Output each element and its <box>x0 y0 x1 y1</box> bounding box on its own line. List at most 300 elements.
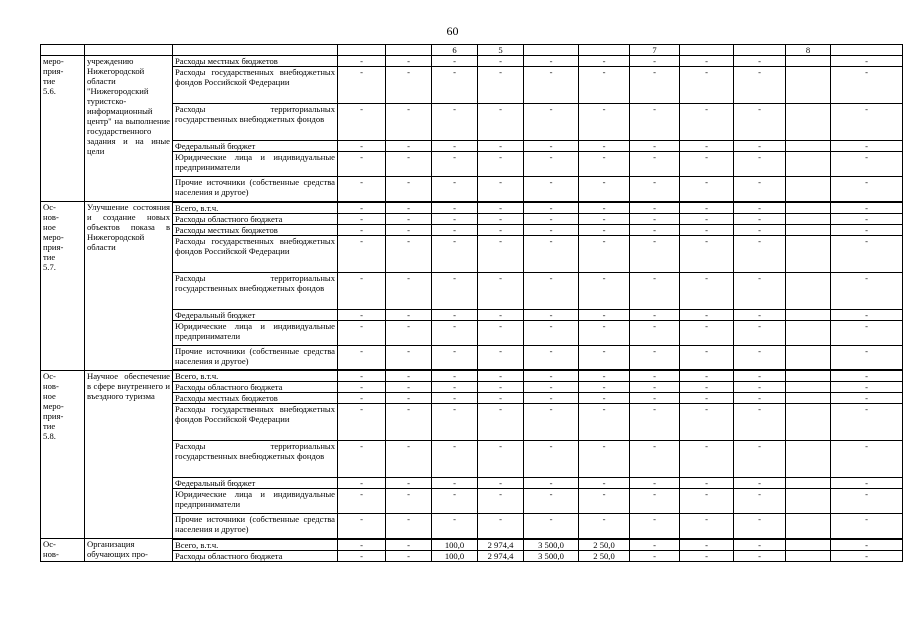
header-cell <box>338 45 386 56</box>
measure-number-cell: Ос- нов- ное меро- прия- тие 5.8. <box>41 370 85 539</box>
value-cell: - <box>579 202 630 214</box>
value-cell: - <box>630 404 680 441</box>
funding-source-cell: Расходы государственных внебюджетных фондов Российской Федерации <box>173 404 338 441</box>
value-cell: - <box>831 141 903 152</box>
value-cell: - <box>630 382 680 393</box>
value-cell: - <box>680 320 734 345</box>
value-cell: - <box>579 56 630 67</box>
value-cell: - <box>630 67 680 104</box>
value-cell: - <box>734 224 786 235</box>
header-row <box>41 45 903 56</box>
funding-source-cell: Федеральный бюджет <box>173 309 338 320</box>
header-cell <box>680 45 734 56</box>
value-cell: - <box>831 550 903 561</box>
value-cell: - <box>579 309 630 320</box>
header-cell <box>831 45 903 56</box>
header-cell <box>85 45 173 56</box>
value-cell: - <box>432 309 478 320</box>
value-cell: - <box>524 382 579 393</box>
value-cell: - <box>831 104 903 141</box>
value-cell: - <box>831 320 903 345</box>
value-cell: - <box>680 235 734 272</box>
value-cell: - <box>630 152 680 177</box>
value-cell: - <box>338 177 386 202</box>
value-cell: - <box>338 404 386 441</box>
value-cell: - <box>630 104 680 141</box>
value-cell: - <box>432 104 478 141</box>
funding-source-cell: Расходы государственных внебюджетных фондов Российской Федерации <box>173 235 338 272</box>
value-cell: - <box>831 514 903 539</box>
value-cell-empty <box>786 393 831 404</box>
value-cell: - <box>478 489 524 514</box>
value-cell: - <box>386 370 432 382</box>
value-cell: - <box>680 382 734 393</box>
value-cell: - <box>734 382 786 393</box>
value-cell: - <box>478 141 524 152</box>
value-cell: - <box>524 478 579 489</box>
funding-source-cell: Расходы территориальных государственных внебюджетных фондов <box>173 272 338 309</box>
value-cell: - <box>478 272 524 309</box>
value-cell: - <box>524 345 579 370</box>
value-cell: - <box>630 370 680 382</box>
value-cell: - <box>386 345 432 370</box>
value-cell: - <box>524 177 579 202</box>
value-cell-empty <box>786 441 831 478</box>
value-cell: - <box>338 141 386 152</box>
value-cell-empty <box>786 345 831 370</box>
value-cell: - <box>386 309 432 320</box>
value-cell: - <box>524 104 579 141</box>
value-cell: - <box>630 177 680 202</box>
value-cell-empty <box>786 272 831 309</box>
value-cell: - <box>579 235 630 272</box>
value-cell: - <box>338 224 386 235</box>
value-cell: - <box>386 224 432 235</box>
measure-number-cell: меро- прия- тие 5.6. <box>41 56 85 202</box>
funding-source-cell: Юридические лица и индивидуальные предприниматели <box>173 152 338 177</box>
measure-number-cell: Ос- нов- ное меро- прия- тие 5.7. <box>41 202 85 371</box>
value-cell: - <box>524 441 579 478</box>
value-cell: - <box>386 235 432 272</box>
table-row <box>41 56 903 67</box>
value-cell: - <box>432 67 478 104</box>
value-cell: - <box>734 309 786 320</box>
value-cell: - <box>338 489 386 514</box>
value-cell: - <box>680 56 734 67</box>
value-cell: - <box>386 550 432 561</box>
header-cell: 5 <box>478 45 524 56</box>
funding-source-cell: Расходы местных бюджетов <box>173 224 338 235</box>
funding-source-cell: Федеральный бюджет <box>173 141 338 152</box>
value-cell-empty <box>786 224 831 235</box>
value-cell: - <box>432 141 478 152</box>
funding-source-cell: Расходы областного бюджета <box>173 213 338 224</box>
measure-name-cell: Научное обеспечение в сфере внутреннего и въездного туризма <box>85 370 173 539</box>
value-cell: - <box>680 202 734 214</box>
value-cell: - <box>478 104 524 141</box>
value-cell: - <box>680 345 734 370</box>
value-cell: 2 50,0 <box>579 539 630 551</box>
funding-source-cell: Прочие источники (собственные средства населения и другое) <box>173 345 338 370</box>
value-cell: - <box>524 235 579 272</box>
value-cell: - <box>338 56 386 67</box>
value-cell: - <box>680 272 734 309</box>
value-cell: - <box>338 67 386 104</box>
value-cell: - <box>680 224 734 235</box>
value-cell: - <box>338 478 386 489</box>
value-cell: - <box>579 404 630 441</box>
value-cell: - <box>432 478 478 489</box>
value-cell: - <box>386 382 432 393</box>
value-cell: - <box>478 370 524 382</box>
value-cell: - <box>524 514 579 539</box>
value-cell: - <box>386 104 432 141</box>
funding-source-cell: Всего, в.т.ч. <box>173 202 338 214</box>
value-cell-empty <box>786 213 831 224</box>
value-cell: - <box>524 393 579 404</box>
value-cell: - <box>478 309 524 320</box>
value-cell: - <box>734 235 786 272</box>
value-cell: - <box>524 320 579 345</box>
value-cell-empty <box>786 67 831 104</box>
value-cell: - <box>630 550 680 561</box>
funding-source-cell: Расходы областного бюджета <box>173 550 338 561</box>
value-cell: - <box>734 550 786 561</box>
value-cell: - <box>432 235 478 272</box>
value-cell-empty <box>786 489 831 514</box>
value-cell: - <box>524 309 579 320</box>
value-cell: - <box>478 478 524 489</box>
value-cell: - <box>831 235 903 272</box>
value-cell: - <box>432 202 478 214</box>
measure-name-cell: Организация обучающих про- <box>85 539 173 562</box>
value-cell: - <box>680 550 734 561</box>
value-cell: - <box>478 320 524 345</box>
value-cell: - <box>338 550 386 561</box>
value-cell: - <box>478 393 524 404</box>
table-row <box>41 202 903 214</box>
value-cell: - <box>734 272 786 309</box>
value-cell: - <box>579 177 630 202</box>
header-cell <box>734 45 786 56</box>
value-cell-empty <box>786 320 831 345</box>
value-cell: - <box>630 141 680 152</box>
value-cell: - <box>630 489 680 514</box>
value-cell: - <box>579 67 630 104</box>
value-cell-empty <box>786 141 831 152</box>
measure-number-cell: Ос- нов- <box>41 539 85 562</box>
value-cell: - <box>734 539 786 551</box>
value-cell: - <box>630 202 680 214</box>
value-cell: 3 500,0 <box>524 539 579 551</box>
value-cell: - <box>338 202 386 214</box>
value-cell: - <box>478 514 524 539</box>
value-cell: - <box>432 177 478 202</box>
value-cell: - <box>831 272 903 309</box>
value-cell: - <box>579 514 630 539</box>
value-cell: - <box>386 56 432 67</box>
value-cell: - <box>831 441 903 478</box>
value-cell: - <box>524 152 579 177</box>
value-cell: - <box>338 320 386 345</box>
value-cell: - <box>734 489 786 514</box>
value-cell: - <box>680 393 734 404</box>
value-cell: - <box>579 152 630 177</box>
table-row <box>41 370 903 382</box>
value-cell: - <box>579 370 630 382</box>
funding-source-cell: Всего, в.т.ч. <box>173 370 338 382</box>
value-cell: - <box>579 224 630 235</box>
value-cell: - <box>579 489 630 514</box>
value-cell: - <box>680 152 734 177</box>
funding-source-cell: Расходы областного бюджета <box>173 382 338 393</box>
value-cell: - <box>831 539 903 551</box>
budget-table <box>40 44 903 562</box>
value-cell: - <box>680 441 734 478</box>
value-cell: - <box>432 213 478 224</box>
value-cell: - <box>432 393 478 404</box>
value-cell: - <box>579 393 630 404</box>
value-cell: - <box>524 370 579 382</box>
measure-name-cell: учреждению Нижегородской области "Нижегородский туристско-информационный центр" на выполнение государственного задания и на иные цели <box>85 56 173 202</box>
value-cell: - <box>524 56 579 67</box>
value-cell: - <box>831 404 903 441</box>
value-cell: 100,0 <box>432 539 478 551</box>
value-cell: - <box>386 152 432 177</box>
value-cell: - <box>680 370 734 382</box>
value-cell: - <box>338 235 386 272</box>
value-cell: - <box>630 345 680 370</box>
value-cell: - <box>386 177 432 202</box>
value-cell: - <box>338 213 386 224</box>
value-cell: - <box>338 370 386 382</box>
value-cell: - <box>831 56 903 67</box>
funding-source-cell: Прочие источники (собственные средства населения и другое) <box>173 514 338 539</box>
value-cell: - <box>734 152 786 177</box>
value-cell: - <box>524 224 579 235</box>
value-cell: - <box>432 56 478 67</box>
value-cell: - <box>680 309 734 320</box>
value-cell: 3 500,0 <box>524 550 579 561</box>
value-cell: - <box>680 478 734 489</box>
value-cell: - <box>386 213 432 224</box>
value-cell: - <box>831 345 903 370</box>
value-cell: - <box>432 224 478 235</box>
value-cell: - <box>579 478 630 489</box>
value-cell: - <box>338 382 386 393</box>
value-cell: - <box>386 404 432 441</box>
value-cell: - <box>432 152 478 177</box>
value-cell: - <box>831 152 903 177</box>
value-cell: - <box>630 441 680 478</box>
value-cell: - <box>432 345 478 370</box>
value-cell-empty <box>786 550 831 561</box>
value-cell: - <box>579 382 630 393</box>
value-cell: - <box>432 272 478 309</box>
value-cell: - <box>630 235 680 272</box>
value-cell: - <box>338 309 386 320</box>
value-cell-empty <box>786 478 831 489</box>
value-cell: - <box>478 235 524 272</box>
value-cell: - <box>734 441 786 478</box>
header-cell <box>386 45 432 56</box>
value-cell: - <box>338 539 386 551</box>
value-cell: - <box>386 514 432 539</box>
value-cell: 100,0 <box>432 550 478 561</box>
value-cell-empty <box>786 177 831 202</box>
value-cell: - <box>386 393 432 404</box>
value-cell: - <box>432 441 478 478</box>
value-cell: 2 974,4 <box>478 539 524 551</box>
value-cell: - <box>831 309 903 320</box>
value-cell: - <box>432 320 478 345</box>
value-cell: - <box>432 382 478 393</box>
value-cell: - <box>338 393 386 404</box>
value-cell-empty <box>786 235 831 272</box>
value-cell: - <box>630 309 680 320</box>
value-cell: - <box>831 213 903 224</box>
value-cell: - <box>386 67 432 104</box>
value-cell: - <box>478 67 524 104</box>
value-cell: - <box>680 539 734 551</box>
value-cell: - <box>831 393 903 404</box>
header-cell: 8 <box>786 45 831 56</box>
value-cell: - <box>386 441 432 478</box>
funding-source-cell: Всего, в.т.ч. <box>173 539 338 551</box>
value-cell: - <box>338 152 386 177</box>
value-cell: - <box>734 67 786 104</box>
funding-source-cell: Расходы местных бюджетов <box>173 393 338 404</box>
header-cell: 6 <box>432 45 478 56</box>
funding-source-cell: Расходы государственных внебюджетных фондов Российской Федерации <box>173 67 338 104</box>
funding-source-cell: Юридические лица и индивидуальные предприниматели <box>173 489 338 514</box>
value-cell: - <box>734 404 786 441</box>
value-cell: - <box>432 489 478 514</box>
value-cell: - <box>478 224 524 235</box>
value-cell-empty <box>786 539 831 551</box>
value-cell: - <box>478 382 524 393</box>
funding-source-cell: Расходы территориальных государственных внебюджетных фондов <box>173 104 338 141</box>
value-cell: - <box>734 177 786 202</box>
value-cell-empty <box>786 152 831 177</box>
value-cell-empty <box>786 370 831 382</box>
value-cell: - <box>478 345 524 370</box>
value-cell: - <box>478 152 524 177</box>
value-cell: - <box>432 370 478 382</box>
value-cell: - <box>630 320 680 345</box>
value-cell: - <box>478 441 524 478</box>
value-cell: - <box>680 141 734 152</box>
value-cell: - <box>680 514 734 539</box>
value-cell: - <box>579 272 630 309</box>
value-cell: - <box>579 213 630 224</box>
value-cell: - <box>524 213 579 224</box>
value-cell: - <box>524 202 579 214</box>
funding-source-cell: Юридические лица и индивидуальные предприниматели <box>173 320 338 345</box>
value-cell: - <box>831 478 903 489</box>
value-cell: 2 974,4 <box>478 550 524 561</box>
value-cell: - <box>579 320 630 345</box>
header-cell <box>173 45 338 56</box>
funding-source-cell: Расходы территориальных государственных внебюджетных фондов <box>173 441 338 478</box>
value-cell: - <box>386 489 432 514</box>
value-cell: - <box>386 141 432 152</box>
value-cell: - <box>630 393 680 404</box>
value-cell: - <box>630 224 680 235</box>
value-cell: - <box>478 404 524 441</box>
value-cell: - <box>630 514 680 539</box>
value-cell: - <box>386 478 432 489</box>
value-cell: - <box>478 56 524 67</box>
value-cell: - <box>734 213 786 224</box>
value-cell: - <box>579 141 630 152</box>
value-cell: - <box>680 67 734 104</box>
value-cell: - <box>630 539 680 551</box>
value-cell: - <box>734 104 786 141</box>
value-cell: - <box>734 478 786 489</box>
header-cell <box>41 45 85 56</box>
value-cell: - <box>680 404 734 441</box>
value-cell-empty <box>786 514 831 539</box>
value-cell-empty <box>786 104 831 141</box>
value-cell: 2 50,0 <box>579 550 630 561</box>
value-cell: - <box>524 141 579 152</box>
value-cell: - <box>478 213 524 224</box>
value-cell: - <box>524 489 579 514</box>
value-cell: - <box>386 272 432 309</box>
header-cell <box>579 45 630 56</box>
value-cell: - <box>831 489 903 514</box>
value-cell: - <box>432 404 478 441</box>
value-cell: - <box>734 393 786 404</box>
funding-source-cell: Расходы местных бюджетов <box>173 56 338 67</box>
value-cell: - <box>338 272 386 309</box>
value-cell: - <box>680 489 734 514</box>
value-cell: - <box>831 202 903 214</box>
value-cell: - <box>630 56 680 67</box>
value-cell: - <box>579 345 630 370</box>
value-cell: - <box>734 345 786 370</box>
value-cell: - <box>734 202 786 214</box>
value-cell: - <box>680 213 734 224</box>
value-cell: - <box>831 382 903 393</box>
header-cell <box>524 45 579 56</box>
measure-name-cell: Улучшение состояния и создание новых объектов показа в Нижегородской области <box>85 202 173 371</box>
value-cell: - <box>386 320 432 345</box>
value-cell: - <box>432 514 478 539</box>
value-cell: - <box>386 202 432 214</box>
table-row <box>41 539 903 551</box>
value-cell: - <box>579 441 630 478</box>
value-cell-empty <box>786 404 831 441</box>
value-cell: - <box>478 177 524 202</box>
funding-source-cell: Федеральный бюджет <box>173 478 338 489</box>
value-cell: - <box>734 141 786 152</box>
value-cell: - <box>734 514 786 539</box>
value-cell: - <box>831 177 903 202</box>
funding-source-cell: Прочие источники (собственные средства населения и другое) <box>173 177 338 202</box>
value-cell: - <box>734 56 786 67</box>
value-cell-empty <box>786 56 831 67</box>
value-cell: - <box>478 202 524 214</box>
value-cell: - <box>831 370 903 382</box>
value-cell-empty <box>786 382 831 393</box>
value-cell: - <box>338 345 386 370</box>
value-cell: - <box>338 514 386 539</box>
value-cell-empty <box>786 309 831 320</box>
value-cell: - <box>831 224 903 235</box>
value-cell: - <box>831 67 903 104</box>
